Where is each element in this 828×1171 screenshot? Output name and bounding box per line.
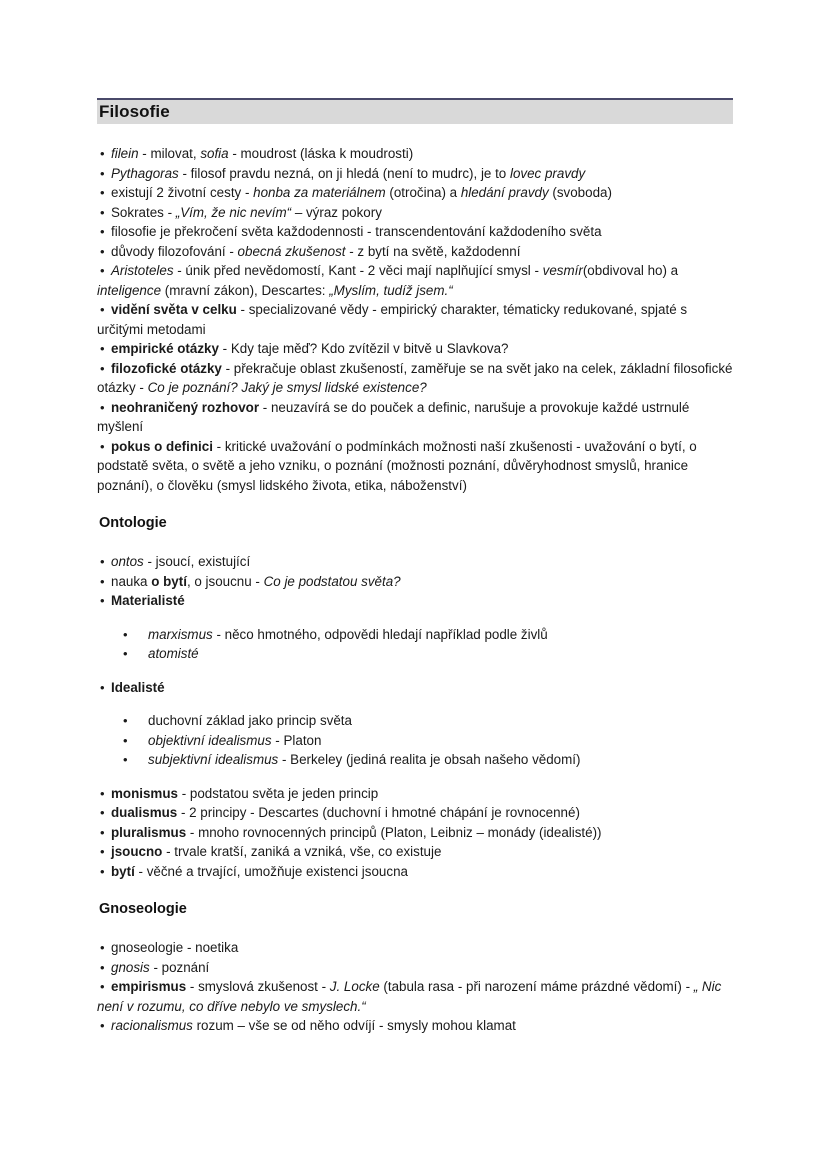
- text-run: Co je poznání? Jaký je smysl lidské existence?: [147, 380, 427, 395]
- bullet-icon: •: [100, 399, 105, 415]
- text-run: - něco hmotného, odpovědi hledají například podle živlů: [212, 626, 548, 642]
- bullet-icon: •: [100, 844, 105, 859]
- bullet-icon: •: [100, 785, 105, 801]
- bullet-icon: •: [100, 185, 105, 200]
- list-item: [97, 261, 733, 300]
- text-run: - věčné a trvající, umožňuje existenci jsoucna: [134, 863, 408, 879]
- list-item: [97, 678, 733, 698]
- text-run: racionalismus: [111, 1018, 193, 1033]
- bullet-icon: •: [100, 805, 105, 820]
- text-run: filozofické otázky: [111, 360, 222, 376]
- text-run: „Myslím, tudíž jsem.“: [329, 282, 453, 298]
- title-bar: [97, 98, 733, 124]
- text-run: pokus o definici: [111, 438, 213, 454]
- bullet-icon: •: [100, 1018, 105, 1033]
- list-item: [97, 1016, 733, 1036]
- bullet-icon: •: [100, 679, 105, 695]
- text-run: empirismus: [111, 979, 187, 994]
- list-item: [97, 803, 733, 823]
- filosofie-list: [97, 144, 733, 495]
- list-item: [97, 731, 733, 751]
- text-run: o bytí: [151, 573, 187, 589]
- list-item: [97, 339, 733, 359]
- bullet-icon: •: [100, 573, 105, 589]
- text-run: vesmír: [542, 263, 583, 278]
- text-run: - podstatou světa je jeden princip: [177, 785, 379, 801]
- bullet-icon: •: [100, 165, 105, 181]
- text-run: - neuzavírá se do pouček a definic, narušuje a provokuje každé ustrnulé myšlení: [97, 399, 690, 434]
- ontologie-list-a: [97, 552, 733, 611]
- bullet-icon: •: [123, 713, 128, 728]
- list-item: [97, 144, 733, 164]
- text-run: (obdivoval ho) a: [582, 263, 679, 278]
- text-run: - jsoucí, existující: [143, 554, 251, 569]
- bullet-icon: •: [100, 824, 105, 840]
- bullet-icon: •: [100, 146, 105, 161]
- text-run: - Kdy taje měď? Kdo zvítězil v bitvě u Slavkova?: [218, 341, 509, 356]
- bullet-icon: •: [100, 940, 105, 955]
- bullet-icon: •: [100, 979, 105, 994]
- list-item: [97, 750, 733, 770]
- text-run: Aristoteles: [111, 263, 174, 278]
- document-page: [97, 98, 733, 1036]
- text-run: rozum – vše se od něho odvíjí - smysly mohou klamat: [192, 1018, 516, 1033]
- ontologie-list-c: [97, 784, 733, 882]
- bullet-icon: •: [100, 438, 105, 454]
- text-run: gnoseologie - noetika: [111, 940, 239, 955]
- list-item: [97, 823, 733, 843]
- text-run: „ Nic není v rozumu, co dříve nebylo ve smyslech.“: [97, 979, 722, 1014]
- text-run: dualismus: [111, 805, 178, 820]
- text-run: „Vím, že nic nevím“: [175, 204, 292, 220]
- text-run: bytí: [111, 863, 135, 879]
- text-run: vidění světa v celku: [111, 302, 237, 317]
- text-run: (svoboda): [548, 185, 612, 200]
- text-run: subjektivní idealismus: [148, 752, 279, 767]
- text-run: Sokrates -: [111, 204, 176, 220]
- gnoseologie-list: [97, 938, 733, 1036]
- text-run: - únik před nevědomostí, Kant - 2 věci mají naplňující smysl -: [173, 263, 543, 278]
- page-title: Filosofie: [99, 102, 170, 121]
- text-run: filein: [111, 146, 139, 161]
- list-item: [97, 203, 733, 223]
- bullet-icon: •: [100, 341, 105, 356]
- list-item: [97, 300, 733, 339]
- text-run: ontos: [111, 554, 144, 569]
- text-run: Co je podstatou světa?: [263, 573, 401, 589]
- materialiste-sublist: [97, 625, 733, 664]
- text-run: honba za materiálnem: [253, 185, 386, 200]
- text-run: - Platon: [271, 732, 322, 748]
- bullet-icon: •: [100, 263, 105, 278]
- text-run: nauka: [111, 573, 152, 589]
- bullet-icon: •: [100, 593, 105, 608]
- list-item: [97, 958, 733, 978]
- text-run: - překračuje oblast zkušeností, zaměřuje se na svět jako na celek, základní filosofické otázky -: [97, 360, 733, 395]
- bullet-icon: •: [123, 732, 128, 748]
- list-item: [97, 711, 733, 731]
- text-run: , o jsoucnu -: [186, 573, 264, 589]
- text-run: filosofie je překročení světa každodennosti - transcendentování každodeního světa: [111, 224, 602, 239]
- text-run: - mnoho rovnocenných principů (Platon, Leibniz – monády (idealisté)): [186, 824, 602, 840]
- list-item: [97, 572, 733, 592]
- text-run: - kritické uvažování o podmínkách možnosti naší zkušenosti - uvažování o bytí, o podstatě světa, o světě a jeho vzniku, o poznání (možnosti poznání, důvěryhodnost smyslů, hranice poznání), o člověku (smysl lidského života, etika, náboženství): [97, 438, 697, 493]
- bullet-icon: •: [123, 752, 128, 767]
- text-run: objektivní idealismus: [148, 732, 272, 748]
- bullet-icon: •: [100, 360, 105, 376]
- text-run: obecná zkušenost: [237, 243, 346, 259]
- text-run: jsoucno: [111, 844, 163, 859]
- bullet-icon: •: [100, 554, 105, 569]
- list-item: [97, 164, 733, 184]
- text-run: sofia: [200, 146, 229, 161]
- list-item: [97, 938, 733, 958]
- text-run: hledání pravdy: [460, 185, 549, 200]
- bullet-icon: •: [100, 959, 105, 975]
- text-run: lovec pravdy: [509, 165, 586, 181]
- text-run: empirické otázky: [111, 341, 219, 356]
- list-item: [97, 625, 733, 645]
- list-item: [97, 784, 733, 804]
- text-run: Materialisté: [111, 593, 185, 608]
- text-run: – výraz pokory: [291, 204, 382, 220]
- text-run: - poznání: [149, 959, 210, 975]
- text-run: - trvale kratší, zaniká a vzniká, vše, co existuje: [162, 844, 442, 859]
- text-run: (tabula rasa - při narození máme prázdné vědomí) -: [379, 979, 694, 994]
- text-run: pluralismus: [111, 824, 187, 840]
- list-item: [97, 398, 733, 437]
- text-run: marxismus: [148, 626, 213, 642]
- text-run: - moudrost (láska k moudrosti): [228, 146, 414, 161]
- section-heading-gnoseologie: Gnoseologie: [99, 901, 187, 917]
- bullet-icon: •: [100, 863, 105, 879]
- ontologie-list-b: [97, 678, 733, 698]
- bullet-icon: •: [100, 243, 105, 259]
- text-run: existují 2 životní cesty -: [111, 185, 254, 200]
- list-item: [97, 183, 733, 203]
- text-run: Pythagoras: [111, 165, 179, 181]
- text-run: - filosof pravdu nezná, on ji hledá (není to mudrc), je to: [178, 165, 510, 181]
- bullet-icon: •: [123, 626, 128, 642]
- bullet-icon: •: [123, 646, 128, 661]
- list-item: [97, 437, 733, 496]
- list-item: [97, 977, 733, 1016]
- list-item: [97, 359, 733, 398]
- text-run: (otročina) a: [385, 185, 461, 200]
- section-heading-ontologie: Ontologie: [99, 515, 167, 531]
- text-run: - Berkeley (jediná realita je obsah našeho vědomí): [278, 752, 581, 767]
- list-item: [97, 222, 733, 242]
- text-run: - z bytí na světě, každodenní: [345, 243, 521, 259]
- text-run: neohraničený rozhovor: [111, 399, 260, 415]
- text-run: gnosis: [111, 959, 150, 975]
- text-run: duchovní základ jako princip světa: [148, 713, 352, 728]
- idealiste-sublist: [97, 711, 733, 770]
- list-item: [97, 552, 733, 572]
- text-run: - specializované vědy - empirický charakter, tématicky redukované, spjaté s určitými metodami: [97, 302, 688, 337]
- text-run: (mravní zákon), Descartes:: [161, 282, 330, 298]
- bullet-icon: •: [100, 302, 105, 317]
- text-run: - smyslová zkušenost -: [186, 979, 330, 994]
- list-item: [97, 591, 733, 611]
- bullet-icon: •: [100, 204, 105, 220]
- list-item: [97, 644, 733, 664]
- text-run: - milovat,: [138, 146, 201, 161]
- text-run: důvody filozofování -: [111, 243, 238, 259]
- text-run: monismus: [111, 785, 178, 801]
- list-item: [97, 842, 733, 862]
- bullet-icon: •: [100, 224, 105, 239]
- list-item: [97, 242, 733, 262]
- text-run: J. Locke: [329, 979, 380, 994]
- text-run: atomisté: [148, 646, 199, 661]
- text-run: inteligence: [97, 282, 162, 298]
- list-item: [97, 862, 733, 882]
- text-run: Idealisté: [111, 679, 165, 695]
- text-run: - 2 principy - Descartes (duchovní i hmotné chápání je rovnocenné): [177, 805, 580, 820]
